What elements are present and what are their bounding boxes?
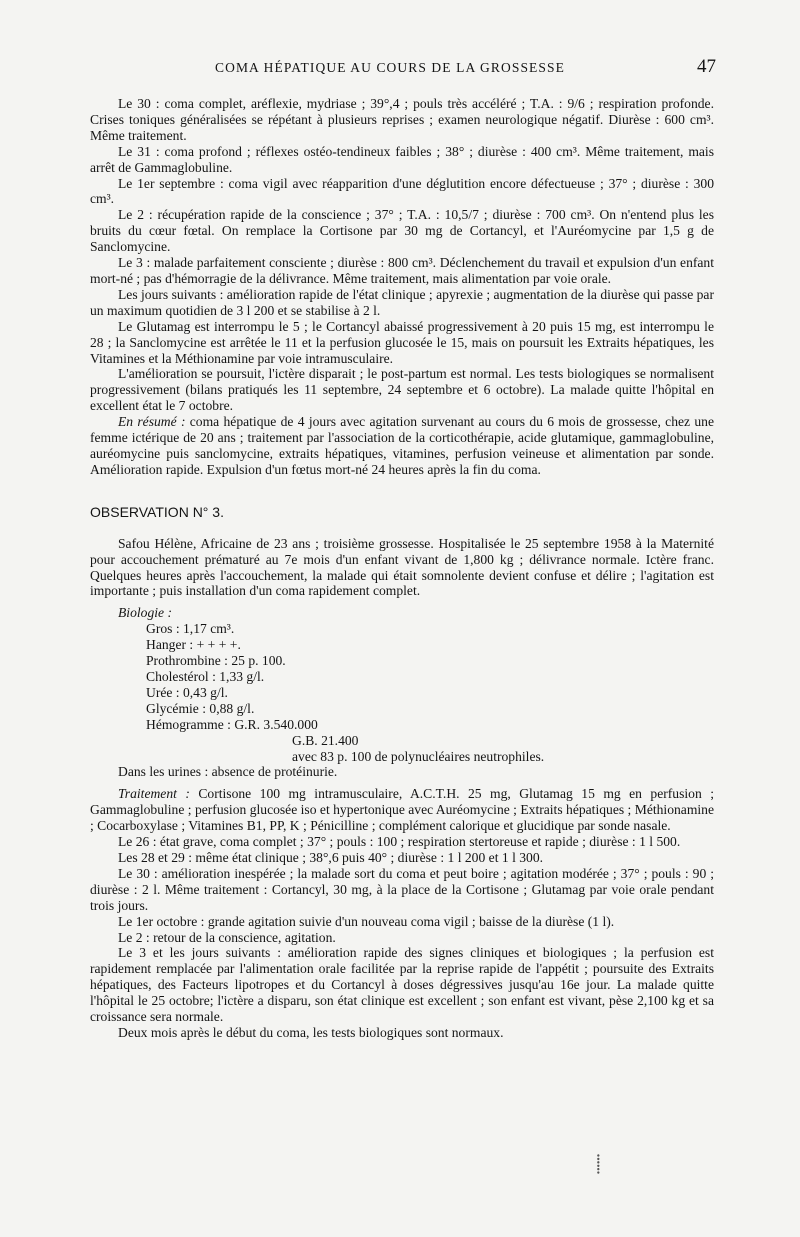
paragraph: Le 2 : récupération rapide de la conscience ; 37° ; T.A. : 10,5/7 ; diurèse : 700 cm³. On n'entend plus les bruits du cœur fœtal. On remplace la Cortisone par 30 mg de Cortancyl, et l'Auréomycine par 1,5 g de Sanclomycine.	[90, 207, 714, 255]
traitement-text: Cortisone 100 mg intramusculaire, A.C.T.H. 25 mg, Glutamag 15 mg en perfusion ; Gammaglobuline ; perfusion glucosée iso et hypertonique avec Auréomycine ; Extraits hépatiques ; Méthionamine ; Cocarboxylase ; Vitamines B1, PP, K ; Pénicilline ; complément calorique et glucidique par sonde nasale.	[90, 786, 715, 834]
traitement-label: Traitement :	[118, 786, 190, 802]
resume-paragraph	[90, 414, 714, 478]
observation-heading: OBSERVATION N° 3.	[90, 503, 224, 520]
urines-result: Dans les urines : absence de protéinurie.	[118, 764, 338, 780]
page-header	[0, 56, 800, 80]
resume-text: coma hépatique de 4 jours avec agitation survenant au cours du 6 mois de grossesse, chez une femme ictérique de 20 ans ; traitement par l'association de la corticothérapie, acide glutamique, gammaglobuline, auréomycine puis sanclomycine, extraits hépatiques, vitamines, perfusion veineuse et alimentation par sonde. Amélioration rapide. Expulsion d'un fœtus mort-né 24 heures après la fin du coma.	[90, 414, 714, 477]
paragraph: Deux mois après le début du coma, les tests biologiques sont normaux.	[118, 1024, 504, 1040]
paragraph: Le 3 et les jours suivants : amélioration rapide des signes cliniques et biologiques ; la perfusion est rapidement remplacée par l'alimentation orale facilitée par la reprise rapide de l'appétit ; poursuite des Extraits hépatiques, des Facteurs lipotropes et du Cortancyl à doses dégressives jusqu'au 16e jour. La malade quitte l'hôpital le 25 octobre; l'ictère a disparu, son état clinique est excellent ; son enfant est vivant, pèse 2,100 kg et sa croissance sera normale.	[90, 945, 714, 1025]
observation-intro: Safou Hélène, Africaine de 23 ans ; troisième grossesse. Hospitalisée le 25 septembre 1958 à la Maternité pour accouchement prématuré au 7e mois d'un enfant vivant de 1,800 kg ; délivrance normale. Ictère franc. Quelques heures après l'accouchement, la malade qui était somnolente devient confuse et délire ; l'agitation est importante ; puis installation d'un coma rapidement complet.	[90, 535, 714, 599]
lab-result: avec 83 p. 100 de polynucléaires neutrophiles.	[292, 748, 545, 764]
running-title: COMA HÉPATIQUE AU COURS DE LA GROSSESSE	[215, 60, 565, 75]
lab-result: Hanger : + + + +.	[146, 637, 241, 653]
resume-label: En résumé :	[118, 414, 186, 430]
paragraph: Le 2 : retour de la conscience, agitation.	[118, 929, 336, 945]
paragraph: Le Glutamag est interrompu le 5 ; le Cortancyl abaissé progressivement à 20 puis 15 mg, est interrompu le 28 ; la Sanclomycine est arrêtée le 11 et la perfusion glucosée le 15, mais on poursuit les Extraits hépatiques, les Vitamines et la Méthionamine par voie intramusculaire.	[90, 318, 714, 366]
paragraph: Le 1er octobre : grande agitation suivie d'un nouveau coma vigil ; baisse de la diurèse (1 l).	[118, 913, 615, 929]
paragraph: L'amélioration se poursuit, l'ictère disparait ; le post-partum est normal. Les tests biologiques se normalisent progressivement (bilans pratiqués les 11 septembre, 24 septembre et 6 octobre). La malade quitte l'hôpital en excellent état le 7 octobre.	[90, 366, 714, 414]
biologie-block	[118, 605, 714, 780]
lab-result: Urée : 0,43 g/l.	[146, 684, 228, 700]
paragraph: Le 3 : malade parfaitement consciente ; diurèse : 800 cm³. Déclenchement du travail et expulsion d'un enfant mort-né ; pas d'hémorragie de la délivrance. Même traitement, mais alimentation par voie orale.	[90, 255, 714, 286]
page-number: 47	[697, 56, 716, 77]
paragraph: Les jours suivants : amélioration rapide de l'état clinique ; apyrexie ; augmentation de la diurèse qui passe par un maximum quotidien de 3 l 200 et se stabilise à 2 l.	[90, 286, 714, 318]
lab-result: Hémogramme : G.R. 3.540.000	[146, 716, 318, 732]
paragraph: Les 28 et 29 : même état clinique ; 38°,6 puis 40° ; diurèse : 1 l 200 et 1 l 300.	[118, 849, 544, 865]
paragraph: Le 26 : état grave, coma complet ; 37° ; pouls : 100 ; respiration stertoreuse et rapide ; diurèse : 1 l 500.	[118, 834, 681, 850]
biologie-label: Biologie :	[118, 605, 172, 621]
article-body	[90, 96, 714, 1041]
margin-mark: ⸽	[596, 1154, 601, 1174]
paragraph: Le 30 : coma complet, aréflexie, mydriase ; 39°,4 ; pouls très accéléré ; T.A. : 9/6 ; respiration profonde. Crises toniques généralisées se répétant à plusieurs reprises ; examen neurologique négatif. Diurèse : 600 cm³. Même traitement.	[90, 96, 714, 143]
lab-result: Glycémie : 0,88 g/l.	[146, 700, 255, 716]
paragraph: Le 31 : coma profond ; réflexes ostéo-tendineux faibles ; 38° ; diurèse : 400 cm³. Même traitement, mais arrêt de Gammaglobuline.	[90, 143, 714, 175]
paragraph: Le 1er septembre : coma vigil avec réapparition d'une déglutition encore défectueuse ; 37° ; diurèse : 300 cm³.	[90, 175, 714, 207]
lab-result: G.B. 21.400	[292, 732, 359, 748]
lab-result: Prothrombine : 25 p. 100.	[146, 653, 286, 669]
traitement-paragraph	[90, 786, 714, 834]
lab-result: Gros : 1,17 cm³.	[146, 621, 235, 637]
paragraph: Le 30 : amélioration inespérée ; la malade sort du coma et peut boire ; agitation modérée ; 37° ; pouls : 90 ; diurèse : 2 l. Même traitement : Cortancyl, 30 mg, à la place de la Cortisone ; Glutamag par voie orale pendant trois jours.	[90, 865, 714, 913]
lab-result: Cholestérol : 1,33 g/l.	[146, 669, 265, 684]
